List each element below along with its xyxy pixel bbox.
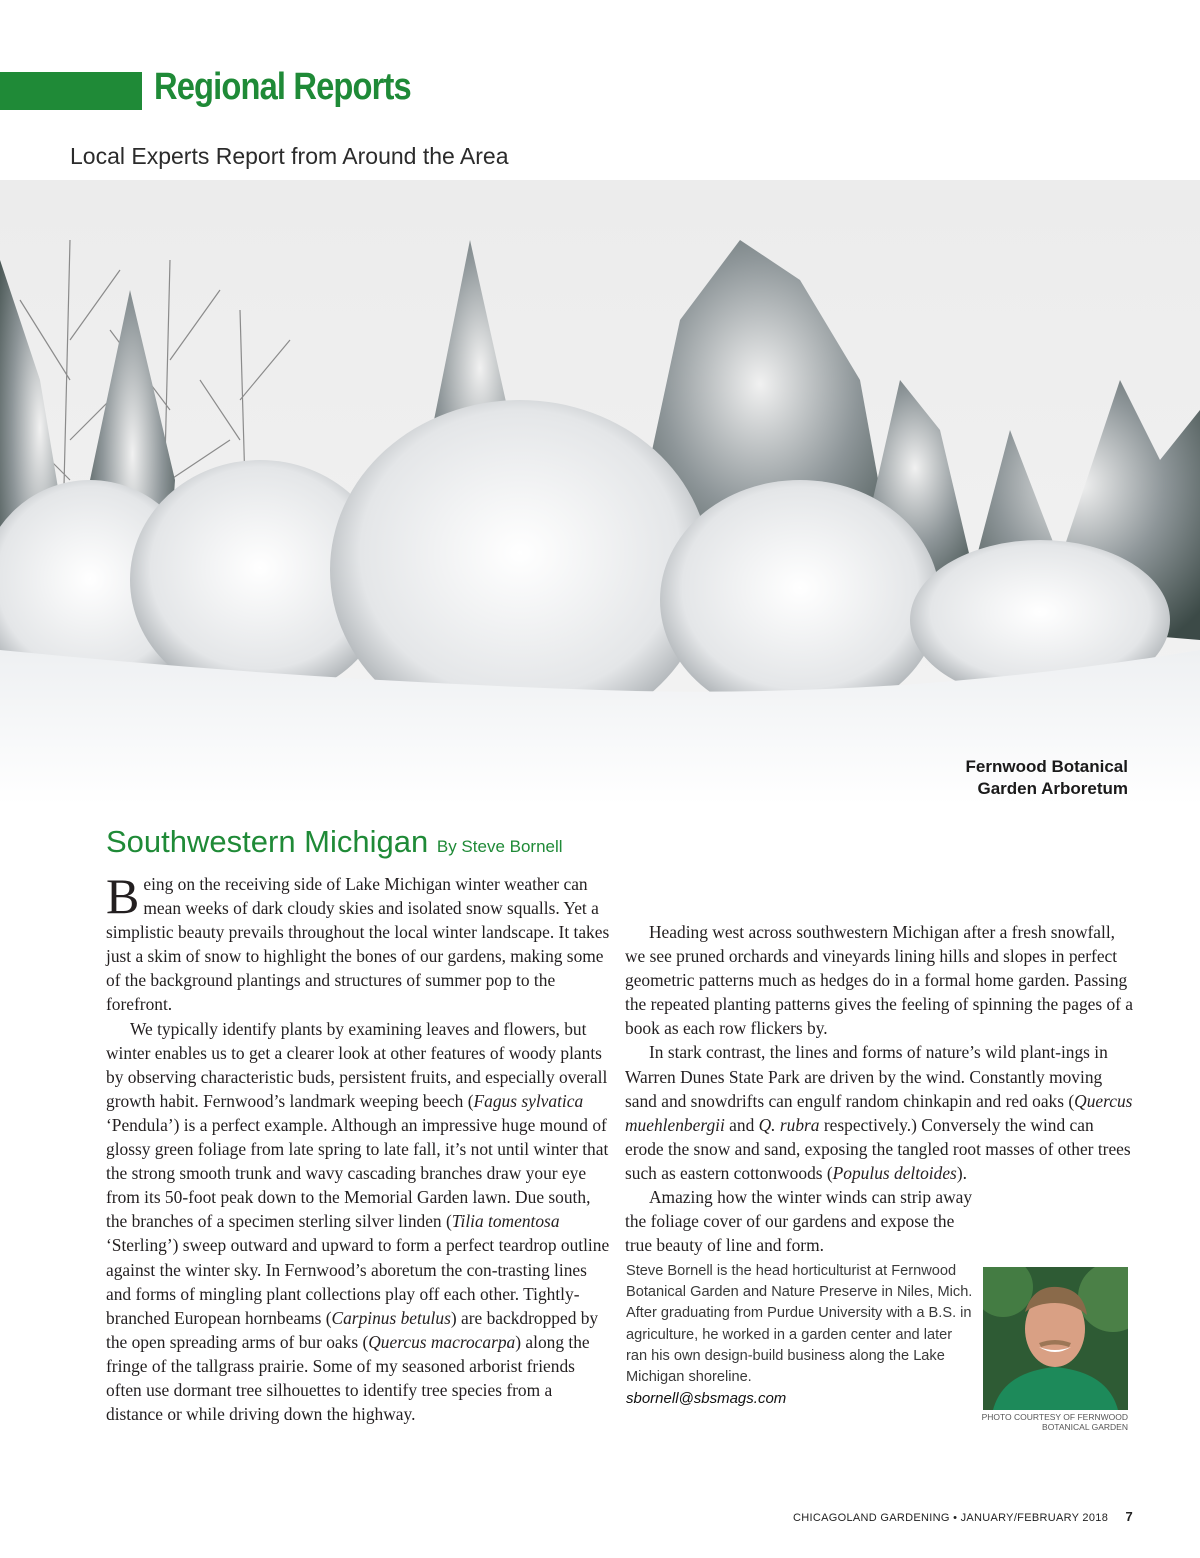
paragraph-5: Amazing how the winter winds can strip away the foliage cover of our gardens and expose the true beauty of line and form. (625, 1187, 973, 1256)
section-title: Regional Reports (154, 66, 411, 108)
paragraph-4: In stark contrast, the lines and forms of nature’s wild plant-ings in Warren Dunes State Park are driven by the wind. Constantly moving sand and snowdrifts can engulf random chinkapin and red oaks (Quercus muehlenbergii and Q. rubra respectively.) Conversely the wind can erode the snow and sand, exposing the tangled root masses of other trees such as eastern cottonwoods (Populus deltoides). (625, 1042, 1133, 1183)
magazine-name: CHICAGOLAND GARDENING (793, 1512, 950, 1524)
dropcap: B (106, 868, 140, 924)
article-column-right (625, 848, 1135, 872)
paragraph-3: Heading west across southwestern Michigan after a fresh snowfall, we see pruned orchards and vineyards lining hills and slopes in perfect geometric patterns much as hedges do in a formal home garden. Passing the repeated planting patterns gives the feeling of spinning the pages of a book as each row flickers by. (625, 922, 1134, 1039)
footer-separator: • (953, 1512, 958, 1524)
article-heading (106, 824, 563, 860)
paragraph-2: We typically identify plants by examining leaves and flowers, but winter enables us to get a clearer look at other features of woody plants by observing characteristic buds, persistent fruits, and especially overall growth habit. Fernwood’s landmark weeping beech (Fagus sylvatica ‘Pendula’) is a perfect example. Although an impressive huge mound of glossy green foliage from late spring to late fall, it’s not until winter that the strong smooth trunk and wavy cascading branches draw your eye from its 50-foot peak down to the Memorial Garden lawn. Due south, the branches of a specimen sterling silver linden (Tilia tomentosa ‘Sterling’) sweep outward and upward to form a perfect teardrop outline against the winter sky. In Fernwood’s aboretum the con-trasting lines and forms of mingling plant collections play off each other. Tightly-branched European hornbeams (Carpinus betulus) are backdropped by the open spreading arms of bur oaks (Quercus macrocarpa) along the fringe of the tallgrass prairie. Some of my seasoned arborist friends often use dormant tree silhouettes to identify tree species from a distance or while driving down the highway. (106, 1018, 610, 1425)
hero-photo (0, 180, 1200, 805)
photo-caption-line2: Garden Arboretum (977, 779, 1128, 798)
author-portrait (983, 1267, 1128, 1410)
article-column-right-text (625, 920, 1135, 1257)
photo-credit: PHOTO COURTESY OF FERNWOOD BOTANICAL GARDEN (981, 1412, 1128, 1432)
author-bio (626, 1261, 976, 1409)
photo-caption (966, 756, 1128, 800)
paragraph-1: Being on the receiving side of Lake Michigan winter weather can mean weeks of dark cloudy skies and isolated snow squalls. Yet a simplistic beauty prevails throughout the local winter landscape. It takes just a skim of snow to highlight the bones of our gardens, making some of the background plantings and structures of summer pop to the forefront. (106, 868, 610, 1015)
page-footer (793, 1509, 1133, 1524)
article-byline: By Steve Bornell (436, 837, 563, 856)
page-number: 7 (1125, 1509, 1133, 1524)
snowy-arboretum-photo (0, 180, 1200, 805)
issue-date: JANUARY/FEBRUARY 2018 (960, 1512, 1109, 1524)
header-accent-bar (0, 72, 142, 110)
photo-caption-line1: Fernwood Botanical (965, 757, 1128, 776)
article-column-left (106, 868, 610, 1426)
author-bio-text: Steve Bornell is the head horticulturist at Fernwood Botanical Garden and Nature Preserve in Niles, Mich. After graduating from Purdue University with a B.S. in agriculture, he worked in a garden center and later ran his own design-build business along the Lake Michigan shoreline. (626, 1263, 973, 1386)
author-email[interactable]: sbornell@sbsmags.com (626, 1390, 787, 1408)
author-portrait-icon (983, 1267, 1128, 1410)
article-title: Southwestern Michigan (106, 824, 429, 859)
section-subtitle: Local Experts Report from Around the Area (70, 143, 509, 169)
